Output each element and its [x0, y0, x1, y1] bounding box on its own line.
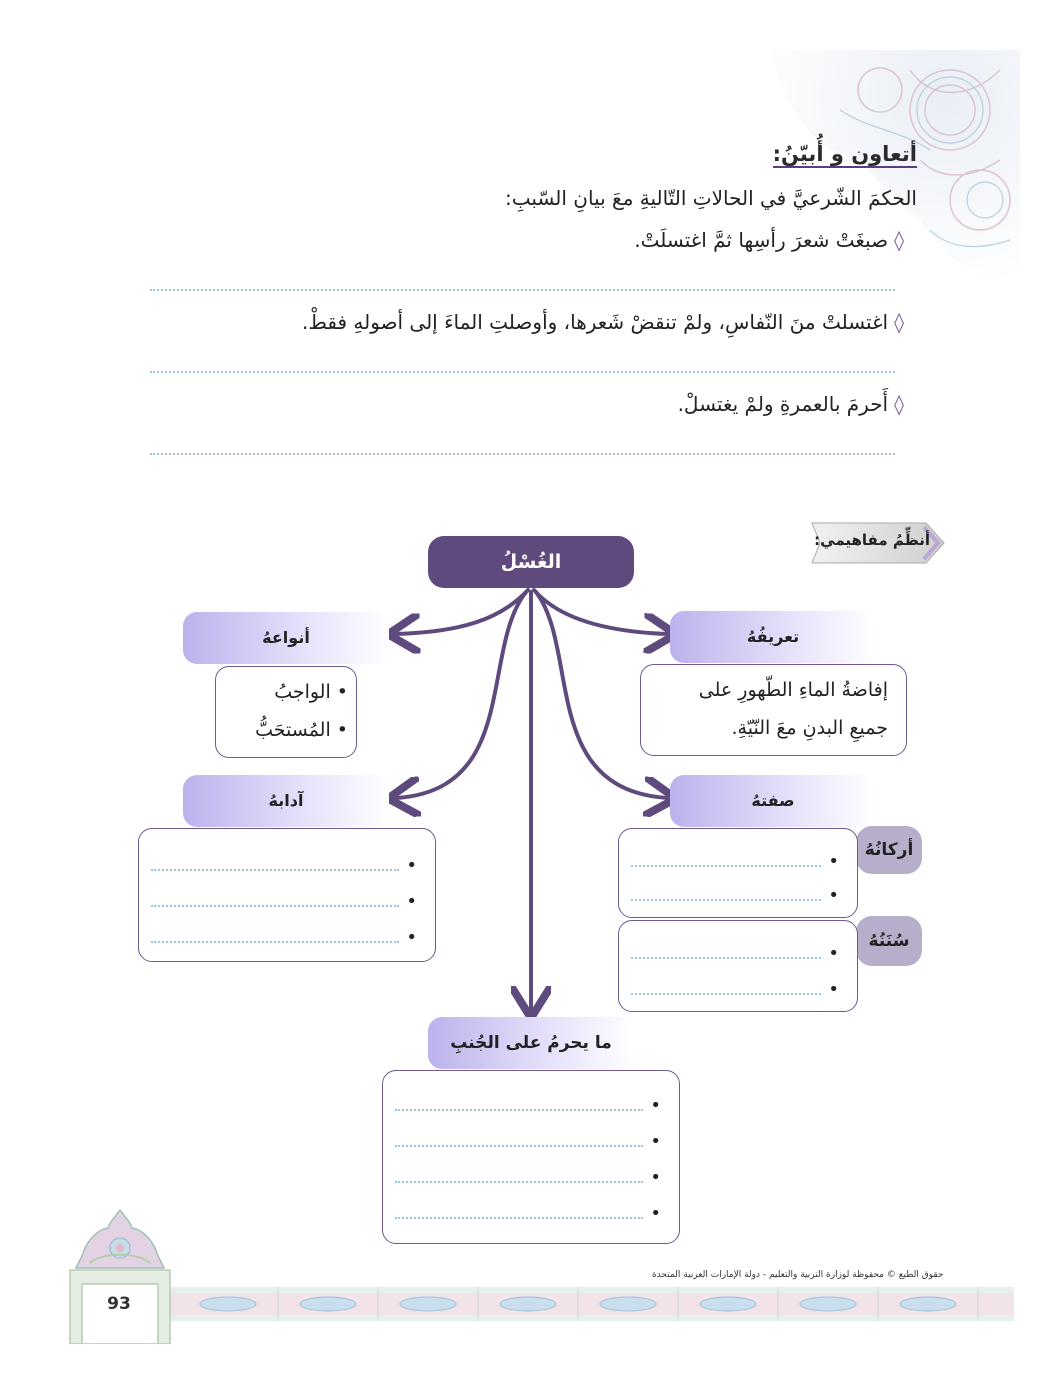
- pillars-box: [618, 828, 858, 918]
- page-number: 93: [107, 1294, 131, 1314]
- forbidden-box: [382, 1070, 680, 1244]
- answer-line[interactable]: •: [395, 1099, 667, 1119]
- type-item: • المُستحَبُّ: [255, 719, 348, 741]
- section-heading: أتعاون و أُبيّنُ:: [772, 142, 917, 166]
- footer-decorative-strip: [168, 1287, 1014, 1321]
- answer-line[interactable]: •: [631, 947, 845, 967]
- method-title: صفتهُ: [670, 775, 876, 827]
- pillars-label: أركانُهُ: [856, 826, 922, 874]
- concept-center-node: الغُسْلُ: [428, 536, 634, 588]
- case-item: ◊أَحرمَ بالعمرةِ ولمْ يغتسلْ.: [677, 392, 904, 416]
- answer-line[interactable]: •: [151, 895, 423, 915]
- case-item: ◊صبغَتْ شعرَ رأسِها ثمَّ اغتسلَتْ.: [634, 228, 904, 252]
- types-box: [215, 666, 357, 758]
- definition-title: تعريفُهُ: [670, 611, 876, 663]
- definition-line: جميعِ البدنِ معَ النّيّةِ.: [731, 717, 888, 739]
- diamond-bullet-icon: ◊: [894, 228, 904, 252]
- definition-line: إفاضةُ الماءِ الطّهورِ على: [698, 679, 888, 701]
- answer-line[interactable]: •: [151, 931, 423, 951]
- answer-line[interactable]: •: [631, 983, 845, 1003]
- diamond-bullet-icon: ◊: [894, 310, 904, 334]
- types-title: أنواعهُ: [183, 612, 389, 664]
- case-item: ◊اغتسلتْ منَ النّفاسِ، ولمْ تنقضْ شَعرها، وأوصلتِ الماءَ إلى أصولهِ فقطْ.: [302, 310, 904, 334]
- diamond-bullet-icon: ◊: [894, 392, 904, 416]
- manners-box: [138, 828, 436, 962]
- manners-title: آدابهُ: [183, 775, 389, 827]
- answer-line[interactable]: •: [151, 859, 423, 879]
- forbidden-title: ما يحرمُ على الجُنبِ: [428, 1017, 634, 1069]
- copyright-text: حقوق الطبع © محفوظة لوزارة التربية والتعليم - دولة الإمارات العربية المتحدة: [652, 1270, 944, 1280]
- answer-line[interactable]: •: [395, 1135, 667, 1155]
- sunnahs-label: سُنَنُهُ: [856, 916, 922, 966]
- answer-line[interactable]: •: [631, 855, 845, 875]
- sunnahs-box: [618, 920, 858, 1012]
- answer-line[interactable]: •: [395, 1171, 667, 1191]
- organize-concepts-tag: أنظِّمُ مفاهيمي:: [806, 519, 948, 567]
- instruction-text: الحكمَ الشّرعيَّ في الحالاتِ التّاليةِ معَ بيانِ السّببِ:: [505, 186, 917, 210]
- type-item: • الواجبُ: [274, 681, 348, 703]
- definition-box: [640, 664, 907, 756]
- answer-line[interactable]: •: [395, 1207, 667, 1227]
- answer-line[interactable]: •: [631, 889, 845, 909]
- page-number-ornament: [68, 1208, 172, 1344]
